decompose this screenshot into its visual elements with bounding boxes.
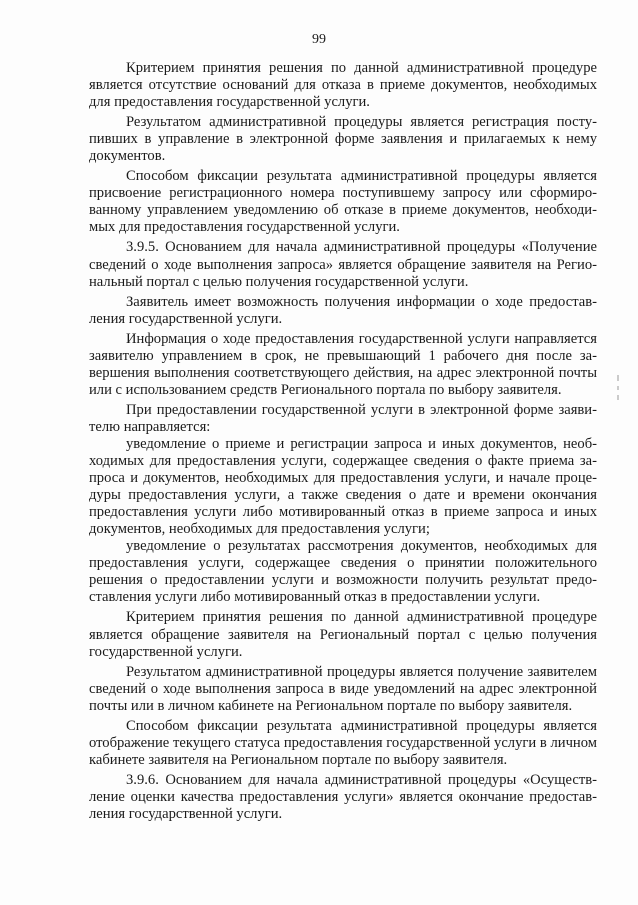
paragraph-5: Заявитель имеет возможность получения информации о ходе предоставления государственной услуги.	[89, 293, 597, 327]
paragraph-7: При предоставлении государственной услуги в электронной форме заявителю направляется:	[89, 401, 597, 435]
paragraph-13: 3.9.6. Основанием для начала административной процедуры «Осуществление оценки качества предоставления услуги» является окончание предоставления государственной услуги.	[89, 771, 597, 822]
paragraph-11: Результатом административной процедуры является получение заявителем сведений о ходе выполнения запроса в виде уведомлений на адрес электронной почты или в личном кабинете на Региональном портале по выбору заявителя.	[89, 663, 597, 714]
document-body	[89, 60, 597, 826]
paragraph-10: Критерием принятия решения по данной административной процедуре является обращение заявителя на Региональный портал с целью получения государственной услуги.	[89, 609, 597, 660]
paragraph-9: уведомление о результатах рассмотрения документов, необходимых для предоставления услуги, содержащее сведения о принятии положительного решения о предоставлении услуги и возможности получить результат предоставления услуги либо мотивированный отказ в предоставлении услуги.	[89, 538, 597, 606]
paragraph-6: Информация о ходе предоставления государственной услуги направляется заявителю управлением в срок, не превышающий 1 рабочего дня после завершения выполнения соответствующего действия, на адрес электронной почты или с использованием средств Регионального портала по выбору заявителя.	[89, 330, 597, 398]
scan-speck	[617, 395, 619, 400]
paragraph-8: уведомление о приеме и регистрации запроса и иных документов, необходимых для предоставления услуги, содержащее сведения о факте приема запроса и документов, необходимых для предоставления услуги, и начале процедуры предоставления услуги, а также сведения о дате и времени окончания предоставления услуги либо мотивированный отказ в приеме запроса и иных документов, необходимых для предоставления услуги;	[89, 435, 597, 538]
paragraph-2: Результатом административной процедуры является регистрация поступивших в управление в электронной форме заявления и прилагаемых к нему документов.	[89, 114, 597, 165]
paragraph-4: 3.9.5. Основанием для начала административной процедуры «Получение сведений о ходе выполнения запроса» является обращение заявителя на Региональный портал с целью получения государственной услуги.	[89, 239, 597, 290]
scan-speck	[617, 386, 619, 390]
page-number: 99	[312, 32, 326, 47]
paragraph-12: Способом фиксации результата административной процедуры является отображение текущего статуса предоставления государственной услуги в личном кабинете заявителя на Региональном портале по выбору заявителя.	[89, 717, 597, 768]
scan-speck	[617, 375, 619, 381]
paragraph-1: Критерием принятия решения по данной административной процедуре является отсутствие оснований для отказа в приеме документов, необходимых для предоставления государственной услуги.	[89, 60, 597, 111]
paragraph-3: Способом фиксации результата административной процедуры является присвоение регистрационного номера поступившему запросу или сформированному управлением уведомлению об отказе в приеме документов, необходимых для предоставления государственной услуги.	[89, 168, 597, 236]
